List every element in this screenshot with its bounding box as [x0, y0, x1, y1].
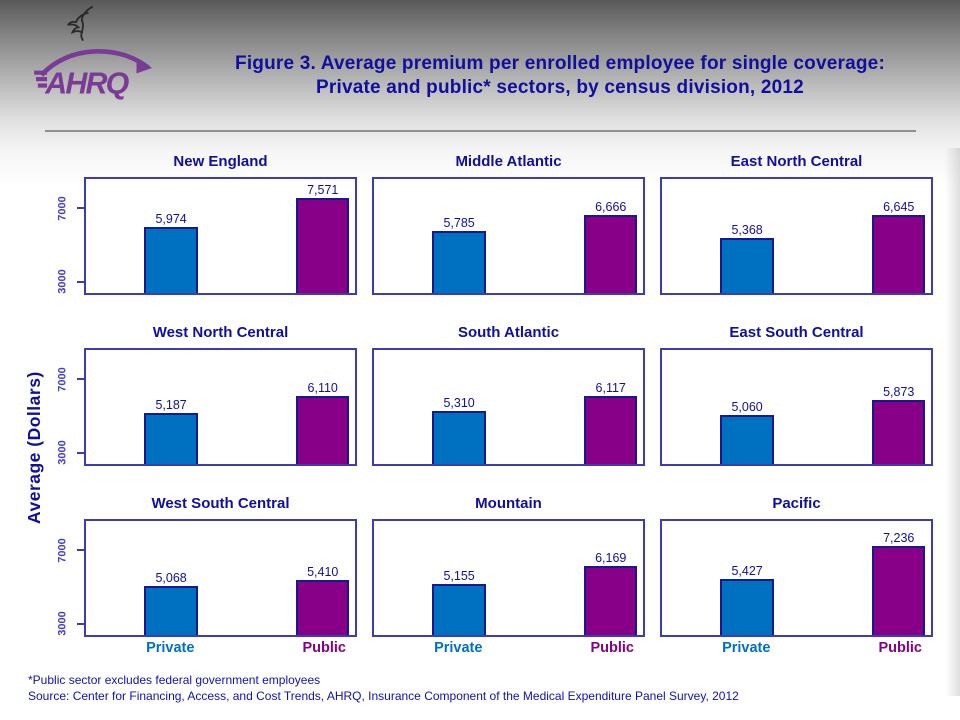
bar-value-label: 5,187: [155, 397, 187, 412]
ahrq-logo: [34, 4, 166, 110]
bar-public: [584, 199, 637, 293]
bar-public: [296, 564, 349, 635]
bar-value-label: 6,117: [595, 380, 626, 395]
y-axis-label: Average (Dollars): [24, 371, 44, 524]
chart-panel-west-north-central: [56, 324, 357, 466]
bar-public: [296, 380, 349, 464]
bar-value-label: 5,427: [731, 564, 763, 579]
ahrq-wordmark-text: AHRQ: [45, 66, 128, 101]
chart-panel-mountain: [372, 495, 645, 660]
bar-public: [296, 182, 349, 293]
bar-value-label: 5,155: [443, 569, 475, 584]
plot-frame: [56, 348, 357, 466]
bar-value-label: 5,410: [307, 564, 339, 579]
panel-title: Middle Atlantic: [455, 153, 562, 170]
plot-frame: [372, 348, 645, 466]
bar-value-label: 7,571: [307, 182, 339, 197]
bar-value-label: 5,060: [731, 400, 763, 415]
bar-private: [144, 212, 198, 293]
plot-frame: [372, 177, 645, 295]
x-axis-labels: [660, 638, 933, 660]
plot-frame: [660, 519, 933, 637]
footnotes: [28, 672, 739, 704]
bar-value-label: 7,236: [883, 531, 915, 546]
panel-title: West South Central: [151, 495, 290, 512]
y-tick-label-7000: 7000: [56, 367, 69, 392]
bar-value-label: 5,368: [731, 223, 763, 238]
y-tick-label-7000: 7000: [56, 538, 69, 563]
x-label-private: Private: [434, 640, 483, 656]
bar-public: [872, 385, 925, 464]
y-tick-mark: [77, 623, 86, 625]
bar-value-label: 5,873: [883, 385, 915, 400]
figure-title: [185, 52, 935, 100]
bar-private: [144, 570, 198, 635]
y-tick-mark: [77, 281, 86, 283]
bar-private: [720, 400, 774, 464]
bar-private: [720, 223, 774, 293]
panel-title: South Atlantic: [457, 324, 560, 341]
bar-private: [720, 564, 774, 635]
bar-private: [432, 395, 486, 465]
figure-title-line1: Figure 3. Average premium per enrolled employee for single coverage:: [235, 53, 885, 74]
plot-frame: [372, 519, 645, 637]
y-tick-label-3000: 3000: [56, 611, 69, 637]
bar-value-label: 5,068: [155, 570, 187, 585]
bar-private: [432, 215, 486, 293]
x-label-public: Public: [590, 640, 634, 656]
x-label-private: Private: [722, 640, 771, 656]
panel-title: East South Central: [729, 324, 864, 341]
bar-value-label: 5,785: [443, 215, 475, 230]
panel-title: Pacific: [772, 495, 821, 512]
plot-frame: [660, 348, 933, 466]
bar-value-label: 6,169: [595, 550, 627, 565]
panel-title: West North Central: [152, 324, 289, 341]
x-axis-labels: [84, 638, 357, 660]
chart-panel-east-south-central: [660, 324, 933, 466]
x-label-public: Public: [878, 640, 922, 656]
chart-panel-pacific: [660, 495, 933, 660]
y-tick-mark: [77, 378, 86, 380]
bar-public: [872, 199, 925, 293]
bar-public: [872, 531, 925, 635]
charts-grid: [24, 153, 934, 660]
chart-panel-west-south-central: [56, 495, 357, 660]
bar-value-label: 6,666: [595, 199, 627, 214]
chart-panel-south-atlantic: [372, 324, 645, 466]
plot-frame: [660, 177, 933, 295]
panel-title: New England: [173, 153, 268, 170]
hhs-eagle-icon: [64, 4, 98, 42]
bar-private: [144, 397, 198, 464]
divider-line: [45, 130, 916, 132]
y-tick-mark: [77, 207, 86, 209]
panel-title: Mountain: [475, 495, 542, 512]
chart-row-3: [56, 495, 934, 660]
footnote-asterisk: *Public sector excludes federal government employees: [28, 673, 321, 687]
bar-value-label: 5,974: [155, 212, 187, 227]
y-tick-label-3000: 3000: [56, 440, 69, 466]
bar-value-label: 6,110: [307, 380, 338, 395]
chart-panel-east-north-central: [660, 153, 933, 295]
footnote-source: Source: Center for Financing, Access, and Cost Trends, AHRQ, Insurance Component of the Medical Expenditure Panel Survey, 2012: [28, 689, 739, 703]
chart-row-1: [56, 153, 934, 295]
bar-private: [432, 569, 486, 635]
bar-public: [584, 380, 637, 464]
chart-panel-middle-atlantic: [372, 153, 645, 295]
chart-row-2: [56, 324, 934, 466]
panel-title: East North Central: [730, 153, 863, 170]
x-label-private: Private: [146, 640, 195, 656]
ahrq-wordmark: [34, 42, 156, 101]
bar-public: [584, 550, 637, 635]
plot-frame: [56, 177, 357, 295]
y-tick-label-7000: 7000: [56, 196, 69, 221]
bar-value-label: 5,310: [443, 395, 475, 410]
bar-value-label: 6,645: [883, 199, 915, 214]
plot-frame: [56, 519, 357, 637]
chart-panel-new-england: [56, 153, 357, 295]
figure-title-line2: Private and public* sectors, by census division, 2012: [316, 77, 804, 98]
y-tick-mark: [77, 549, 86, 551]
x-axis-labels: [372, 638, 645, 660]
y-tick-label-3000: 3000: [56, 269, 69, 295]
y-tick-mark: [77, 452, 86, 454]
x-label-public: Public: [302, 640, 346, 656]
